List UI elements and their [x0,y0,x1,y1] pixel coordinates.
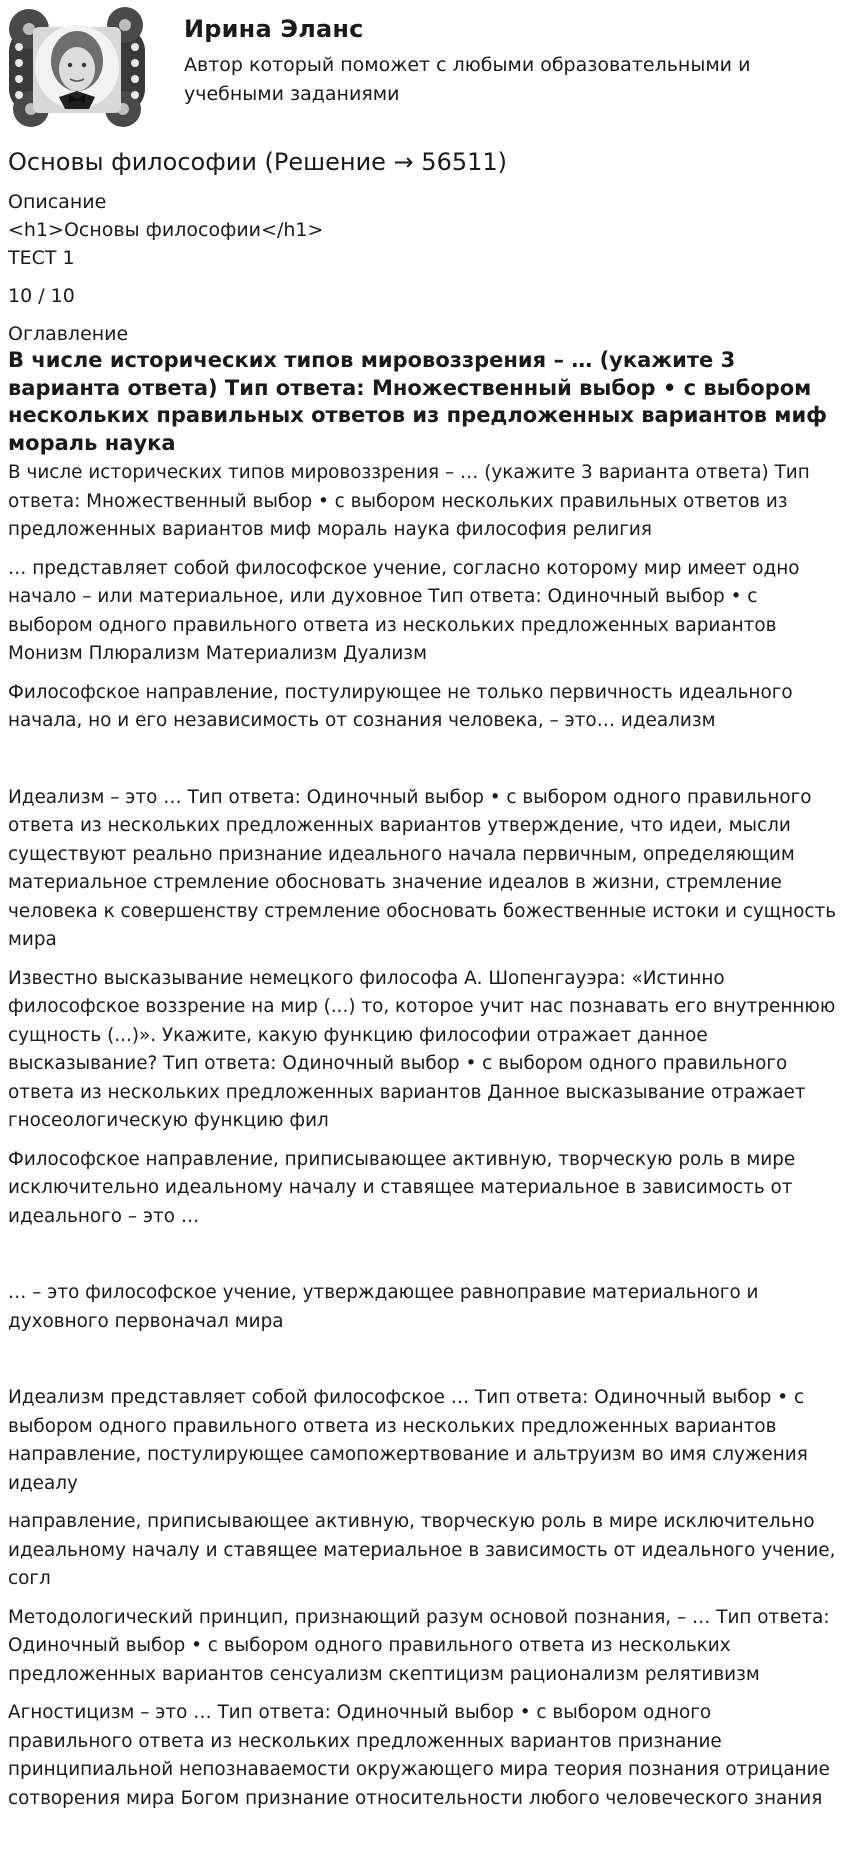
paragraph: Философское направление, приписывающее активную, творческую роль в мире исключительно идеальному началу и ставящее материальное в зависимость от идеального – это … [8,1148,796,1227]
toc-label: Оглавление [8,323,129,345]
score-text: 10 / 10 [8,285,75,307]
paragraph: Известно высказывание немецкого философа А. Шопенгауэра: «Истинно философское воззрение на мир (...) то, которое учит нас познавать его внутреннюю сущность (...)». Укажите, какую функцию философии отражает данное высказывание? Тип ответа: Одиночный выбор • с выбором одного правильного ответа из нескольких предложенных вариантов Данное высказывание отражает гносеологическую функцию фил [8,967,836,1131]
description-label: Описание [8,191,107,213]
test-label: ТЕСТ 1 [8,247,75,269]
author-avatar[interactable] [7,5,147,129]
paragraph: направление, приписывающее активную, творческую роль в мире исключительно идеальному началу и ставящее материальное в зависимость от идеального учение, согл [8,1511,836,1589]
paragraph: Методологический принцип, признающий разум основой познания, – … Тип ответа: Одиночный выбор • с выбором одного правильного ответа из нескольких предложенных вариантов сенсуализм скептицизм рационализм релятивизм [8,1606,830,1685]
page-title: Основы философии (Решение → 56511) [8,148,508,176]
paragraph: … – это философское учение, утверждающее равноправие материального и духовного первоначал мира [8,1282,759,1332]
paragraph: Агностицизм – это … Тип ответа: Одиночный выбор • с выбором одного правильного ответа из нескольких предложенных вариантов признание принципиальной непознаваемости окружающего мира теория познания отрицание сотворения мира Богом признание относительности любого человеческого знания [8,1702,830,1809]
section-heading: В числе исторических типов мировоззрения – … (укажите 3 варианта ответа) Тип ответа: Множественный выбор • с выбором нескольких правильных ответов из предложенных вариантов миф мораль наука [8,348,828,455]
answer-content [8,459,840,1823]
author-name[interactable]: Ирина Эланс [184,15,364,43]
paragraph: … представляет собой философское учение, согласно которому мир имеет одно начало – или материальное, или духовное Тип ответа: Одиночный выбор • с выбором одного правильного ответа из нескольких предложенных вариантов Монизм Плюрализм Материализм Дуализм [8,557,800,664]
author-card [7,5,837,130]
paragraph: Идеализм – это … Тип ответа: Одиночный выбор • с выбором одного правильного ответа из нескольких предложенных вариантов утверждение, что идеи, мысли существуют реально признание идеального начала первичным, определяющим материальное стремление обосновать значение идеалов в жизни, стремление человека к совершенству стремление обосновать божественные истоки и сущность мира [8,786,837,950]
paragraph: Философское направление, постулирующее не только первичность идеального начала, но и его независимость от сознания человека, – это… идеализм [8,681,793,731]
paragraph: В числе исторических типов мировоззрения – … (укажите 3 варианта ответа) Тип ответа: Множественный выбор • с выбором нескольких правильных ответов из предложенных вариантов миф мораль наука философия религия [8,462,810,540]
paragraph: Идеализм представляет собой философское … Тип ответа: Одиночный выбор • с выбором одного правильного ответа из нескольких предложенных вариантов направление, постулирующее самопожертвование и альтруизм во имя служения идеалу [8,1387,808,1494]
author-description: Автор который поможет с любыми образовательными и учебными заданиями [184,54,751,105]
raw-heading-text: <h1>Основы философии</h1> [8,219,324,241]
